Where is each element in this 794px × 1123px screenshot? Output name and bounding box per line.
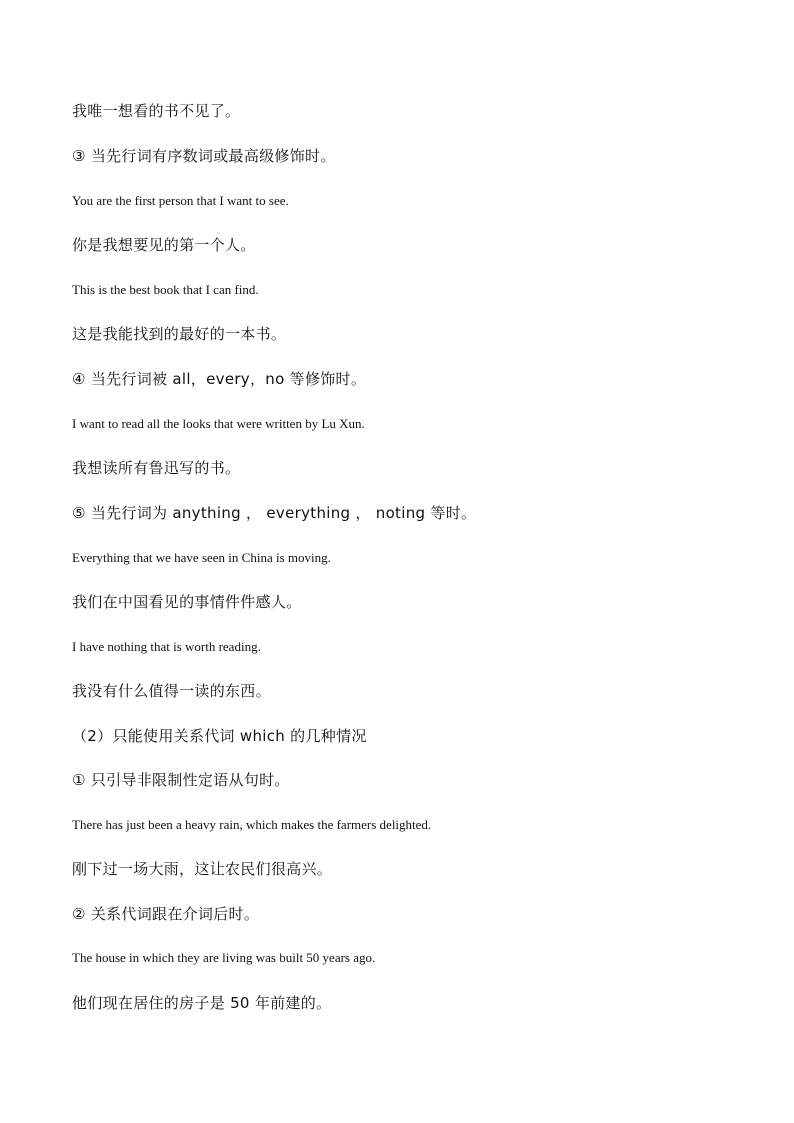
example-translation-chinese: 我没有什么值得一读的东西。 [72,682,271,700]
example-translation-chinese: 刚下过一场大雨，这让农民们很高兴。 [72,860,333,878]
rule-2-heading: ② 关系代词跟在介词后时。 [72,905,260,923]
example-translation-chinese: 他们现在居住的房子是 50 年前建的。 [72,994,332,1012]
rule-1-heading: ① 只引导非限制性定语从句时。 [72,771,290,789]
example-sentence-english: I have nothing that is worth reading. [72,639,261,654]
text-line-chinese-1: 我唯一想看的书不见了。 [72,102,241,120]
example-sentence-english: There has just been a heavy rain, which makes the farmers delighted. [72,817,432,832]
rule-5-heading: ⑤ 当先行词为 anything ， everything ， noting 等时。 [72,504,477,522]
example-sentence-english: Everything that we have seen in China is moving. [72,550,331,565]
example-sentence-english: This is the best book that I can find. [72,282,259,297]
rule-4-heading: ④ 当先行词被 all，every，no 等修饰时。 [72,370,367,388]
example-translation-chinese: 我想读所有鲁迅写的书。 [72,459,241,477]
example-translation-chinese: 你是我想要见的第一个人。 [72,236,256,254]
example-translation-chinese: 这是我能找到的最好的一本书。 [72,325,287,343]
example-sentence-english: You are the first person that I want to see. [72,193,289,208]
example-sentence-english: I want to read all the looks that were written by Lu Xun. [72,416,365,431]
example-translation-chinese: 我们在中国看见的事情件件感人。 [72,593,302,611]
section-2-heading: （2）只能使用关系代词 which 的几种情况 [72,727,367,745]
example-sentence-english: The house in which they are living was built 50 years ago. [72,950,376,965]
rule-3-heading: ③ 当先行词有序数词或最高级修饰时。 [72,147,336,165]
